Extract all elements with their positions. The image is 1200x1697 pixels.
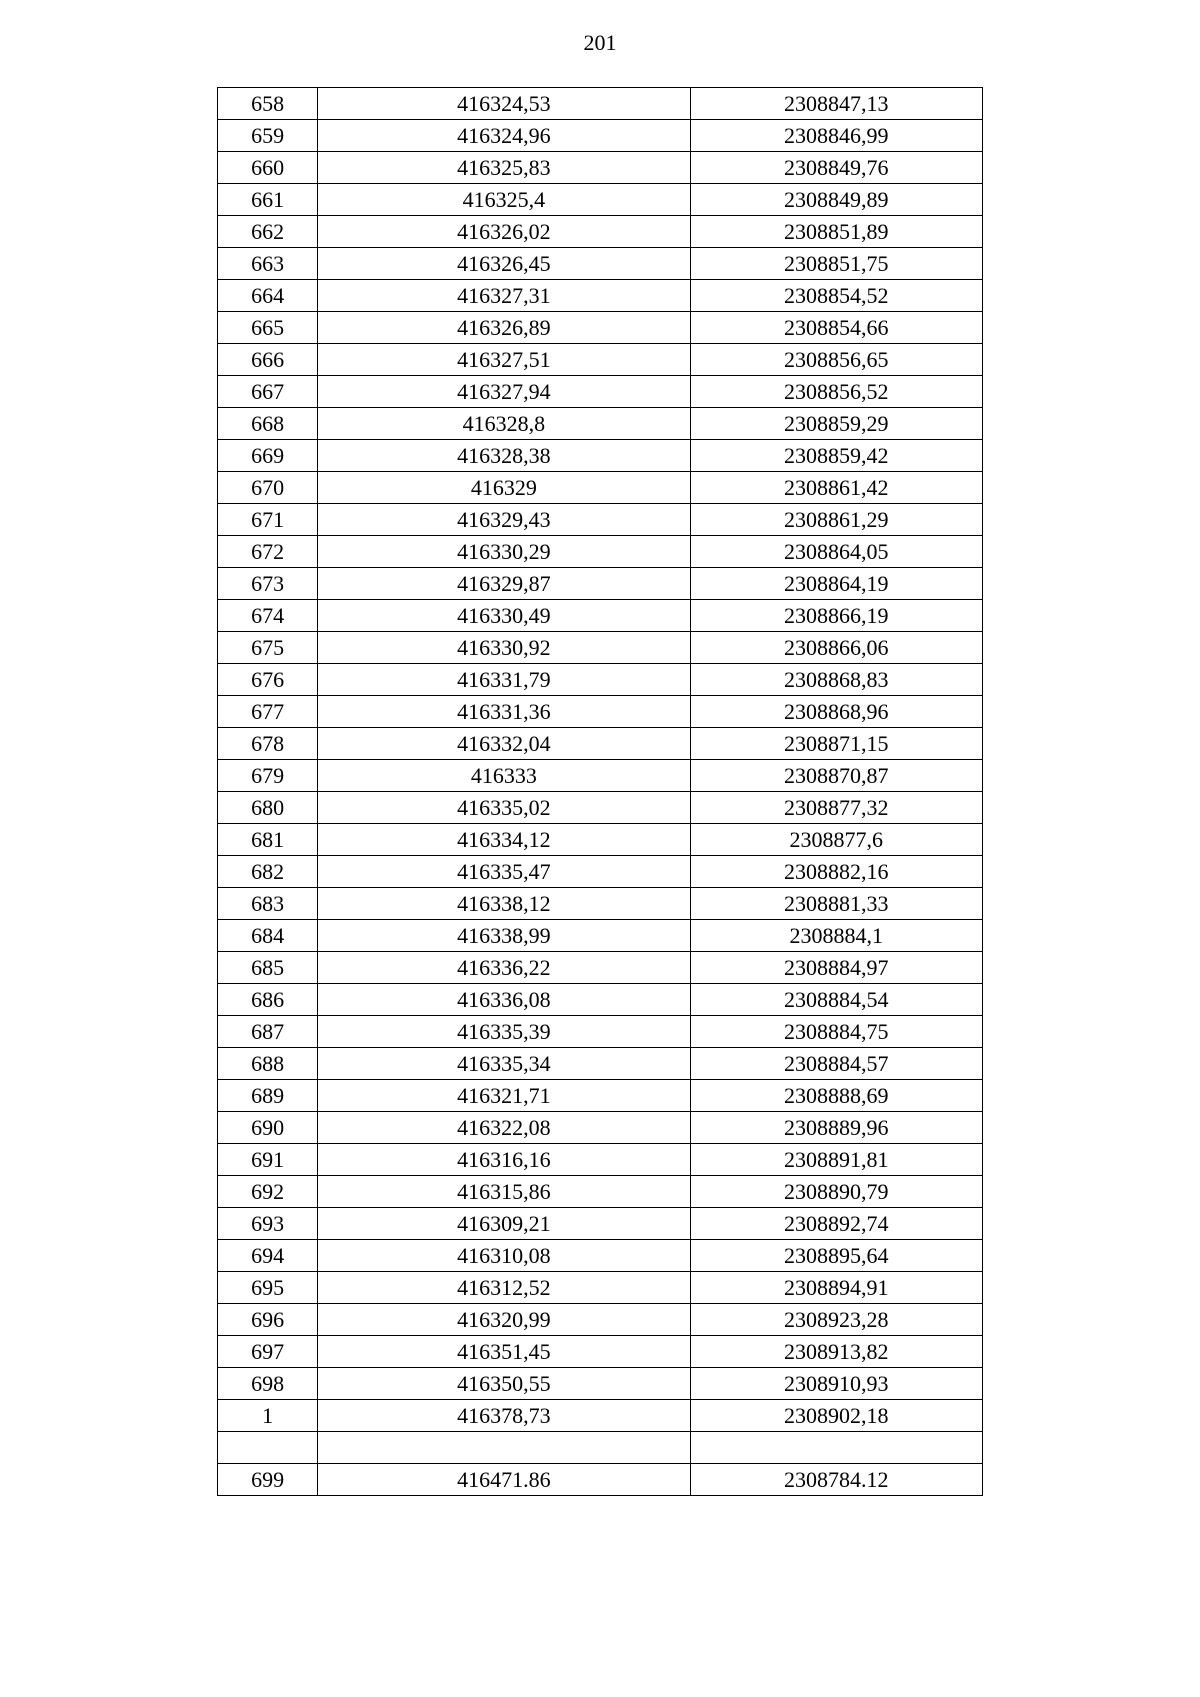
- x-coordinate-cell: 416310,08: [318, 1240, 690, 1272]
- point-number-cell: 680: [218, 792, 318, 824]
- x-coordinate-cell: 416330,92: [318, 632, 690, 664]
- point-number-cell: 665: [218, 312, 318, 344]
- y-coordinate-cell: 2308892,74: [690, 1208, 982, 1240]
- table-row: [218, 120, 983, 152]
- table-row: [218, 1112, 983, 1144]
- x-coordinate-cell: 416315,86: [318, 1176, 690, 1208]
- x-coordinate-cell: [318, 1432, 690, 1464]
- table-row: [218, 1336, 983, 1368]
- x-coordinate-cell: 416335,02: [318, 792, 690, 824]
- y-coordinate-cell: 2308884,57: [690, 1048, 982, 1080]
- table-row: [218, 216, 983, 248]
- point-number-cell: 658: [218, 88, 318, 120]
- x-coordinate-cell: 416338,12: [318, 888, 690, 920]
- point-number-cell: 671: [218, 504, 318, 536]
- x-coordinate-cell: 416330,29: [318, 536, 690, 568]
- x-coordinate-cell: 416335,39: [318, 1016, 690, 1048]
- y-coordinate-cell: 2308849,89: [690, 184, 982, 216]
- y-coordinate-cell: 2308856,52: [690, 376, 982, 408]
- point-number-cell: 687: [218, 1016, 318, 1048]
- y-coordinate-cell: 2308861,42: [690, 472, 982, 504]
- y-coordinate-cell: 2308884,97: [690, 952, 982, 984]
- table-row: [218, 440, 983, 472]
- x-coordinate-cell: 416320,99: [318, 1304, 690, 1336]
- point-number-cell: 678: [218, 728, 318, 760]
- point-number-cell: 695: [218, 1272, 318, 1304]
- table-row: [218, 1304, 983, 1336]
- y-coordinate-cell: 2308881,33: [690, 888, 982, 920]
- y-coordinate-cell: 2308891,81: [690, 1144, 982, 1176]
- y-coordinate-cell: 2308871,15: [690, 728, 982, 760]
- y-coordinate-cell: 2308913,82: [690, 1336, 982, 1368]
- y-coordinate-cell: 2308890,79: [690, 1176, 982, 1208]
- point-number-cell: 698: [218, 1368, 318, 1400]
- x-coordinate-cell: 416324,53: [318, 88, 690, 120]
- y-coordinate-cell: [690, 1432, 982, 1464]
- y-coordinate-cell: 2308866,19: [690, 600, 982, 632]
- x-coordinate-cell: 416326,02: [318, 216, 690, 248]
- y-coordinate-cell: 2308851,75: [690, 248, 982, 280]
- x-coordinate-cell: 416350,55: [318, 1368, 690, 1400]
- table-row: [218, 1432, 983, 1464]
- table-row: [218, 984, 983, 1016]
- x-coordinate-cell: 416332,04: [318, 728, 690, 760]
- point-number-cell: 681: [218, 824, 318, 856]
- x-coordinate-cell: 416331,79: [318, 664, 690, 696]
- y-coordinate-cell: 2308923,28: [690, 1304, 982, 1336]
- x-coordinate-cell: 416309,21: [318, 1208, 690, 1240]
- x-coordinate-cell: 416333: [318, 760, 690, 792]
- point-number-cell: 667: [218, 376, 318, 408]
- point-number-cell: 663: [218, 248, 318, 280]
- table-row: [218, 792, 983, 824]
- x-coordinate-cell: 416316,16: [318, 1144, 690, 1176]
- y-coordinate-cell: 2308888,69: [690, 1080, 982, 1112]
- point-number-cell: 699: [218, 1464, 318, 1496]
- y-coordinate-cell: 2308895,64: [690, 1240, 982, 1272]
- point-number-cell: 664: [218, 280, 318, 312]
- y-coordinate-cell: 2308868,96: [690, 696, 982, 728]
- point-number-cell: 686: [218, 984, 318, 1016]
- y-coordinate-cell: 2308877,6: [690, 824, 982, 856]
- point-number-cell: 673: [218, 568, 318, 600]
- y-coordinate-cell: 2308884,54: [690, 984, 982, 1016]
- point-number-cell: 672: [218, 536, 318, 568]
- y-coordinate-cell: 2308784.12: [690, 1464, 982, 1496]
- table-row: [218, 472, 983, 504]
- x-coordinate-cell: 416338,99: [318, 920, 690, 952]
- table-row: [218, 312, 983, 344]
- point-number-cell: 1: [218, 1400, 318, 1432]
- point-number-cell: 693: [218, 1208, 318, 1240]
- table-row: [218, 1240, 983, 1272]
- table-row: [218, 568, 983, 600]
- table-row: [218, 1048, 983, 1080]
- table-row: [218, 1176, 983, 1208]
- table-row: [218, 1368, 983, 1400]
- point-number-cell: 692: [218, 1176, 318, 1208]
- x-coordinate-cell: 416336,08: [318, 984, 690, 1016]
- table-row: [218, 1400, 983, 1432]
- x-coordinate-cell: 416326,45: [318, 248, 690, 280]
- coordinates-table: [217, 87, 983, 1496]
- x-coordinate-cell: 416328,8: [318, 408, 690, 440]
- y-coordinate-cell: 2308859,29: [690, 408, 982, 440]
- table-row: [218, 1464, 983, 1496]
- x-coordinate-cell: 416326,89: [318, 312, 690, 344]
- table-row: [218, 888, 983, 920]
- point-number-cell: 662: [218, 216, 318, 248]
- point-number-cell: 685: [218, 952, 318, 984]
- y-coordinate-cell: 2308884,75: [690, 1016, 982, 1048]
- point-number-cell: 659: [218, 120, 318, 152]
- table-row: [218, 728, 983, 760]
- y-coordinate-cell: 2308870,87: [690, 760, 982, 792]
- table-row: [218, 696, 983, 728]
- x-coordinate-cell: 416378,73: [318, 1400, 690, 1432]
- y-coordinate-cell: 2308847,13: [690, 88, 982, 120]
- table-row: [218, 88, 983, 120]
- table-row: [218, 504, 983, 536]
- x-coordinate-cell: 416327,94: [318, 376, 690, 408]
- x-coordinate-cell: 416329,87: [318, 568, 690, 600]
- table-row: [218, 760, 983, 792]
- y-coordinate-cell: 2308861,29: [690, 504, 982, 536]
- table-row: [218, 1016, 983, 1048]
- point-number-cell: 675: [218, 632, 318, 664]
- x-coordinate-cell: 416334,12: [318, 824, 690, 856]
- x-coordinate-cell: 416330,49: [318, 600, 690, 632]
- y-coordinate-cell: 2308889,96: [690, 1112, 982, 1144]
- table-row: [218, 248, 983, 280]
- y-coordinate-cell: 2308868,83: [690, 664, 982, 696]
- y-coordinate-cell: 2308859,42: [690, 440, 982, 472]
- x-coordinate-cell: 416329,43: [318, 504, 690, 536]
- table-row: [218, 184, 983, 216]
- table-row: [218, 1144, 983, 1176]
- y-coordinate-cell: 2308894,91: [690, 1272, 982, 1304]
- table-row: [218, 952, 983, 984]
- point-number-cell: [218, 1432, 318, 1464]
- x-coordinate-cell: 416327,31: [318, 280, 690, 312]
- y-coordinate-cell: 2308882,16: [690, 856, 982, 888]
- point-number-cell: 690: [218, 1112, 318, 1144]
- x-coordinate-cell: 416321,71: [318, 1080, 690, 1112]
- point-number-cell: 677: [218, 696, 318, 728]
- x-coordinate-cell: 416324,96: [318, 120, 690, 152]
- x-coordinate-cell: 416325,83: [318, 152, 690, 184]
- y-coordinate-cell: 2308902,18: [690, 1400, 982, 1432]
- x-coordinate-cell: 416325,4: [318, 184, 690, 216]
- table-row: [218, 856, 983, 888]
- point-number-cell: 684: [218, 920, 318, 952]
- y-coordinate-cell: 2308851,89: [690, 216, 982, 248]
- coordinates-table-body: [218, 88, 983, 1496]
- table-row: [218, 632, 983, 664]
- x-coordinate-cell: 416351,45: [318, 1336, 690, 1368]
- y-coordinate-cell: 2308877,32: [690, 792, 982, 824]
- point-number-cell: 676: [218, 664, 318, 696]
- point-number-cell: 697: [218, 1336, 318, 1368]
- x-coordinate-cell: 416322,08: [318, 1112, 690, 1144]
- table-row: [218, 1272, 983, 1304]
- point-number-cell: 669: [218, 440, 318, 472]
- y-coordinate-cell: 2308846,99: [690, 120, 982, 152]
- point-number-cell: 670: [218, 472, 318, 504]
- point-number-cell: 668: [218, 408, 318, 440]
- y-coordinate-cell: 2308866,06: [690, 632, 982, 664]
- point-number-cell: 689: [218, 1080, 318, 1112]
- x-coordinate-cell: 416327,51: [318, 344, 690, 376]
- point-number-cell: 691: [218, 1144, 318, 1176]
- point-number-cell: 661: [218, 184, 318, 216]
- point-number-cell: 666: [218, 344, 318, 376]
- table-row: [218, 1080, 983, 1112]
- x-coordinate-cell: 416335,34: [318, 1048, 690, 1080]
- y-coordinate-cell: 2308864,19: [690, 568, 982, 600]
- x-coordinate-cell: 416331,36: [318, 696, 690, 728]
- point-number-cell: 679: [218, 760, 318, 792]
- table-row: [218, 824, 983, 856]
- table-row: [218, 152, 983, 184]
- x-coordinate-cell: 416336,22: [318, 952, 690, 984]
- point-number-cell: 688: [218, 1048, 318, 1080]
- y-coordinate-cell: 2308854,66: [690, 312, 982, 344]
- table-row: [218, 408, 983, 440]
- point-number-cell: 696: [218, 1304, 318, 1336]
- page-number: 201: [583, 30, 617, 55]
- x-coordinate-cell: 416471.86: [318, 1464, 690, 1496]
- point-number-cell: 682: [218, 856, 318, 888]
- point-number-cell: 660: [218, 152, 318, 184]
- x-coordinate-cell: 416335,47: [318, 856, 690, 888]
- point-number-cell: 683: [218, 888, 318, 920]
- y-coordinate-cell: 2308864,05: [690, 536, 982, 568]
- table-row: [218, 920, 983, 952]
- y-coordinate-cell: 2308884,1: [690, 920, 982, 952]
- point-number-cell: 694: [218, 1240, 318, 1272]
- y-coordinate-cell: 2308849,76: [690, 152, 982, 184]
- y-coordinate-cell: 2308910,93: [690, 1368, 982, 1400]
- table-row: [218, 664, 983, 696]
- x-coordinate-cell: 416312,52: [318, 1272, 690, 1304]
- table-row: [218, 600, 983, 632]
- table-row: [218, 280, 983, 312]
- x-coordinate-cell: 416329: [318, 472, 690, 504]
- y-coordinate-cell: 2308854,52: [690, 280, 982, 312]
- table-row: [218, 1208, 983, 1240]
- table-row: [218, 376, 983, 408]
- table-row: [218, 536, 983, 568]
- point-number-cell: 674: [218, 600, 318, 632]
- y-coordinate-cell: 2308856,65: [690, 344, 982, 376]
- table-row: [218, 344, 983, 376]
- x-coordinate-cell: 416328,38: [318, 440, 690, 472]
